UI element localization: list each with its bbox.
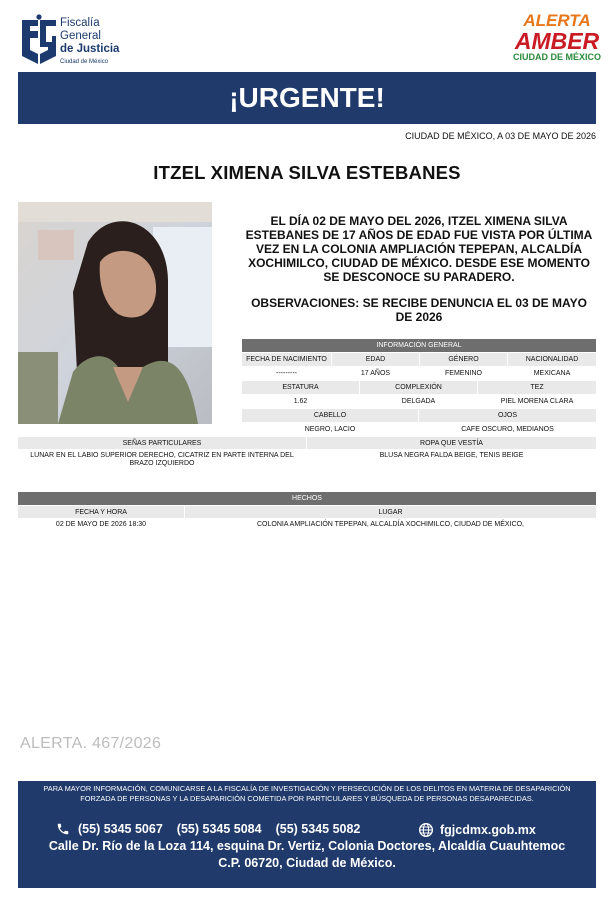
- value-hair: NEGRO, LACIO: [304, 426, 356, 433]
- value-place: COLONIA AMPLIACIÓN TEPEPAN, ALCALDÍA XOCHIMILCO, CIUDAD DE MÉXICO,: [257, 520, 524, 528]
- value-gender: FEMENINO: [445, 370, 482, 377]
- value-datetime: 02 DE MAYO DE 2026 18:30: [55, 520, 147, 528]
- value-eyes: CAFE OSCURO, MEDIANOS: [461, 426, 554, 433]
- header-place: LUGAR: [185, 506, 596, 518]
- phone-numbers: [56, 822, 374, 836]
- header-height: ESTATURA: [242, 381, 359, 394]
- general-info-title: INFORMACIÓN GENERAL: [242, 339, 596, 352]
- value-height: 1.62: [293, 398, 308, 405]
- amber-line-2: AMBER: [514, 28, 600, 54]
- observations-text: OBSERVACIONES: SE RECIBE DENUNCIA EL 03 DE MAYO DE 2026: [251, 296, 587, 324]
- value-birth: ---------: [276, 370, 297, 377]
- value-distinguishing-marks: LUNAR EN EL LABIO SUPERIOR DERECHO, CICATRIZ EN PARTE INTERNA DEL BRAZO IZQUIERDO: [30, 452, 294, 467]
- header-skin: TEZ: [478, 381, 596, 394]
- phone-icon: [56, 822, 70, 836]
- header-birth: FECHA DE NACIMIENTO: [242, 353, 331, 366]
- address: [18, 838, 596, 872]
- phone-3[interactable]: (55) 5345 5082: [275, 822, 361, 836]
- alert-number: ALERTA. 467/2026: [20, 735, 162, 752]
- value-clothing: BLUSA NEGRA FALDA BEIGE, TENIS BEIGE: [379, 452, 524, 459]
- address-line-1: Calle Dr. Río de la Loza 114, esquina Dr. Vertiz, Colonia Doctores, Alcaldía Cuauhtemoc: [48, 839, 566, 853]
- alerta-amber-logo: [513, 12, 601, 62]
- header-hair: CABELLO: [242, 409, 418, 422]
- header-build: COMPLEXIÓN: [360, 381, 477, 394]
- description-text: EL DÍA 02 DE MAYO DEL 2026, ITZEL XIMENA SILVA ESTEBANES DE 17 AÑOS DE EDAD FUE VISTA POR ÚLTIMA VEZ EN LA COLONIA AMPLIACIÓN TEPEPAN, ALCALDÍA XOCHIMILCO, CIUDAD DE MÉXICO. DESDE ESE MOMENTO SE DESCONOCE SU PARADERO.: [245, 214, 593, 284]
- contact-footer: [18, 781, 596, 888]
- org-name: [60, 17, 119, 56]
- amber-line-3: CIUDAD DE MÉXICO: [513, 52, 602, 62]
- phone-2[interactable]: (55) 5345 5084: [176, 822, 262, 836]
- value-build: DELGADA: [401, 398, 436, 405]
- value-skin: PIEL MORENA CLARA: [500, 398, 574, 405]
- value-age: 17 AÑOS: [360, 370, 391, 377]
- header-datetime: FECHA Y HORA: [18, 506, 184, 518]
- phone-1[interactable]: (55) 5345 5067: [78, 822, 163, 836]
- org-line-2: General: [60, 30, 101, 42]
- amber-line-1: ALERTA: [523, 11, 591, 30]
- date-line: CIUDAD DE MÉXICO, A 03 DE MAYO DE 2026: [405, 131, 596, 141]
- missing-person-photo: [18, 202, 212, 424]
- org-subtitle: Ciudad de México: [60, 59, 109, 65]
- header-clothing: ROPA QUE VESTÍA: [307, 437, 596, 449]
- website-link[interactable]: fgjcdmx.gob.mx: [440, 823, 536, 837]
- website: [418, 822, 536, 838]
- header-nationality: NACIONALIDAD: [508, 353, 596, 366]
- header-distinguishing-marks: SEÑAS PARTICULARES: [18, 437, 306, 449]
- urgent-title: ¡URGENTE!: [229, 82, 385, 113]
- address-line-2: C.P. 06720, Ciudad de México.: [218, 856, 396, 870]
- org-line-1: Fiscalía: [60, 17, 100, 29]
- facts-title: HECHOS: [18, 492, 596, 505]
- header-age: EDAD: [332, 353, 419, 366]
- org-line-3: de Justicia: [60, 43, 120, 55]
- value-nationality: MEXICANA: [533, 370, 571, 377]
- header-gender: GÉNERO: [420, 353, 507, 366]
- urgent-banner: [18, 72, 596, 124]
- fgj-logo-icon: [18, 14, 60, 66]
- header-eyes: OJOS: [419, 409, 596, 422]
- globe-icon: [418, 822, 434, 838]
- footer-info: PARA MAYOR INFORMACIÓN, COMUNICARSE A LA FISCALÍA DE INVESTIGACIÓN Y PERSECUCIÓN DE LOS DELITOS EN MATERIA DE DESAPARICIÓN FORZADA DE PERSONAS Y LA DESAPARICIÓN COMETIDA POR PARTICULARES Y BÚSQUEDA DE PERSONAS DESAPARECIDAS.: [43, 784, 571, 803]
- person-name: ITZEL XIMENA SILVA ESTEBANES: [153, 162, 461, 183]
